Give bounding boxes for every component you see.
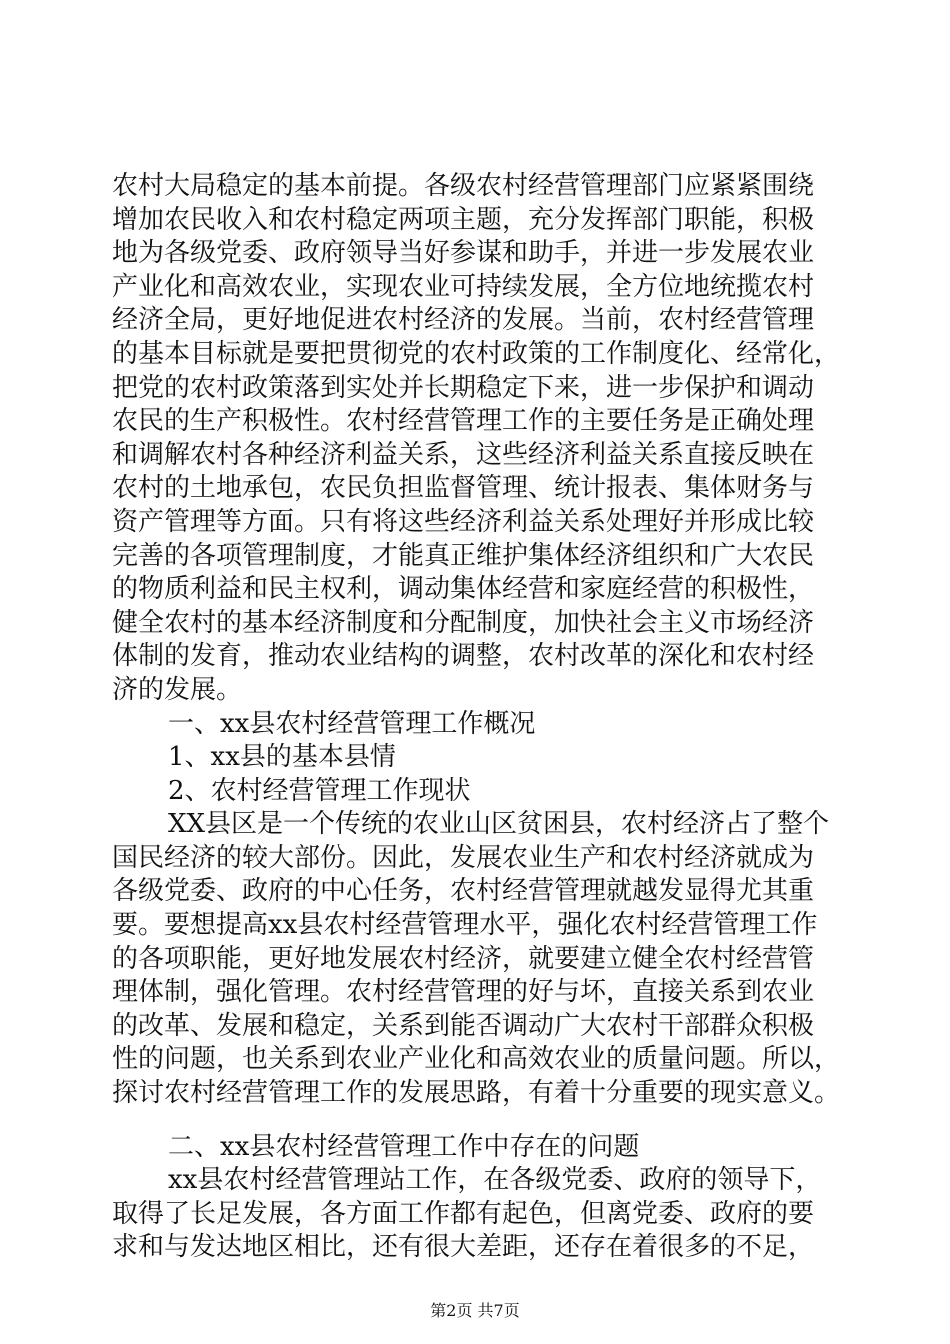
text-line: 理体制，强化管理。农村经营管理的好与坏，直接关系到农业 bbox=[112, 977, 815, 1008]
paragraph-gap bbox=[112, 1111, 852, 1131]
text-line: XX县区是一个传统的农业山区贫困县，农村经济占了整个 bbox=[168, 809, 830, 840]
text-line: 和调解农村各种经济利益关系，这些经济利益关系直接反映在 bbox=[112, 439, 815, 470]
text-line: 健全农村的基本经济制度和分配制度，加快社会主义市场经济 bbox=[112, 607, 815, 638]
paragraph-problems bbox=[112, 1164, 852, 1265]
text-line: 济的发展。 bbox=[112, 674, 243, 705]
section1-subheading-current-status: 2、农村经营管理工作现状 bbox=[168, 775, 471, 806]
text-line: 产业化和高效农业，实现农业可持续发展，全方位地统揽农村 bbox=[112, 271, 815, 302]
section2-heading: 二、xx县农村经营管理工作中存在的问题 bbox=[168, 1131, 640, 1162]
text-line: 体制的发育，推动农业结构的调整，农村改革的深化和农村经 bbox=[112, 641, 815, 672]
paragraph-status bbox=[112, 808, 852, 1110]
text-line: 的物质利益和民主权利，调动集体经营和家庭经营的积极性， bbox=[112, 574, 815, 605]
text-line: 资产管理等方面。只有将这些经济利益关系处理好并形成比较 bbox=[112, 506, 815, 537]
text-line: 国民经济的较大部份。因此，发展农业生产和农村经济就成为 bbox=[112, 842, 815, 873]
document-body bbox=[112, 170, 852, 1265]
text-line: 的基本目标就是要把贯彻党的农村政策的工作制度化、经常化， bbox=[112, 338, 841, 369]
text-line: 经济全局，更好地促进农村经济的发展。当前，农村经营管理 bbox=[112, 305, 815, 336]
text-line: 农村的土地承包，农民负担监督管理、统计报表、集体财务与 bbox=[112, 473, 815, 504]
page-footer bbox=[0, 1301, 950, 1321]
text-line: 求和与发达地区相比，还有很大差距，还存在着很多的不足， bbox=[112, 1232, 815, 1263]
paragraph-intro bbox=[112, 170, 852, 708]
section1-subheading-county-info: 1、xx县的基本县情 bbox=[168, 742, 396, 773]
text-line: 各级党委、政府的中心任务，农村经营管理就越发显得尤其重 bbox=[112, 876, 815, 907]
page-number-label: 第2页 共7页 bbox=[430, 1301, 520, 1320]
text-line: 完善的各项管理制度，才能真正维护集体经济组织和广大农民 bbox=[112, 540, 815, 571]
text-line: 的改革、发展和稳定，关系到能否调动广大农村干部群众积极 bbox=[112, 1010, 815, 1041]
text-line: 增加农民收入和农村稳定两项主题，充分发挥部门职能，积极 bbox=[112, 204, 815, 235]
text-line: 地为各级党委、政府领导当好参谋和助手，并进一步发展农业 bbox=[112, 238, 815, 269]
text-line: 取得了长足发展，各方面工作都有起色，但离党委、政府的要 bbox=[112, 1198, 815, 1229]
section1-heading: 一、xx县农村经营管理工作概况 bbox=[168, 708, 536, 739]
text-line: 农村大局稳定的基本前提。各级农村经营管理部门应紧紧围绕 bbox=[112, 171, 815, 201]
text-line: 把党的农村政策落到实处并长期稳定下来，进一步保护和调动 bbox=[112, 372, 815, 403]
text-line: 的各项职能，更好地发展农村经济，就要建立健全农村经营管 bbox=[112, 943, 815, 974]
text-line: 农民的生产积极性。农村经营管理工作的主要任务是正确处理 bbox=[112, 406, 815, 437]
text-line: 要。要想提高xx县农村经营管理水平，强化农村经营管理工作 bbox=[112, 910, 818, 941]
text-line: 探讨农村经营管理工作的发展思路，有着十分重要的现实意义。 bbox=[112, 1078, 841, 1109]
text-line: xx县农村经营管理站工作，在各级党委、政府的领导下， bbox=[168, 1165, 822, 1196]
text-line: 性的问题，也关系到农业产业化和高效农业的质量问题。所以， bbox=[112, 1044, 841, 1075]
